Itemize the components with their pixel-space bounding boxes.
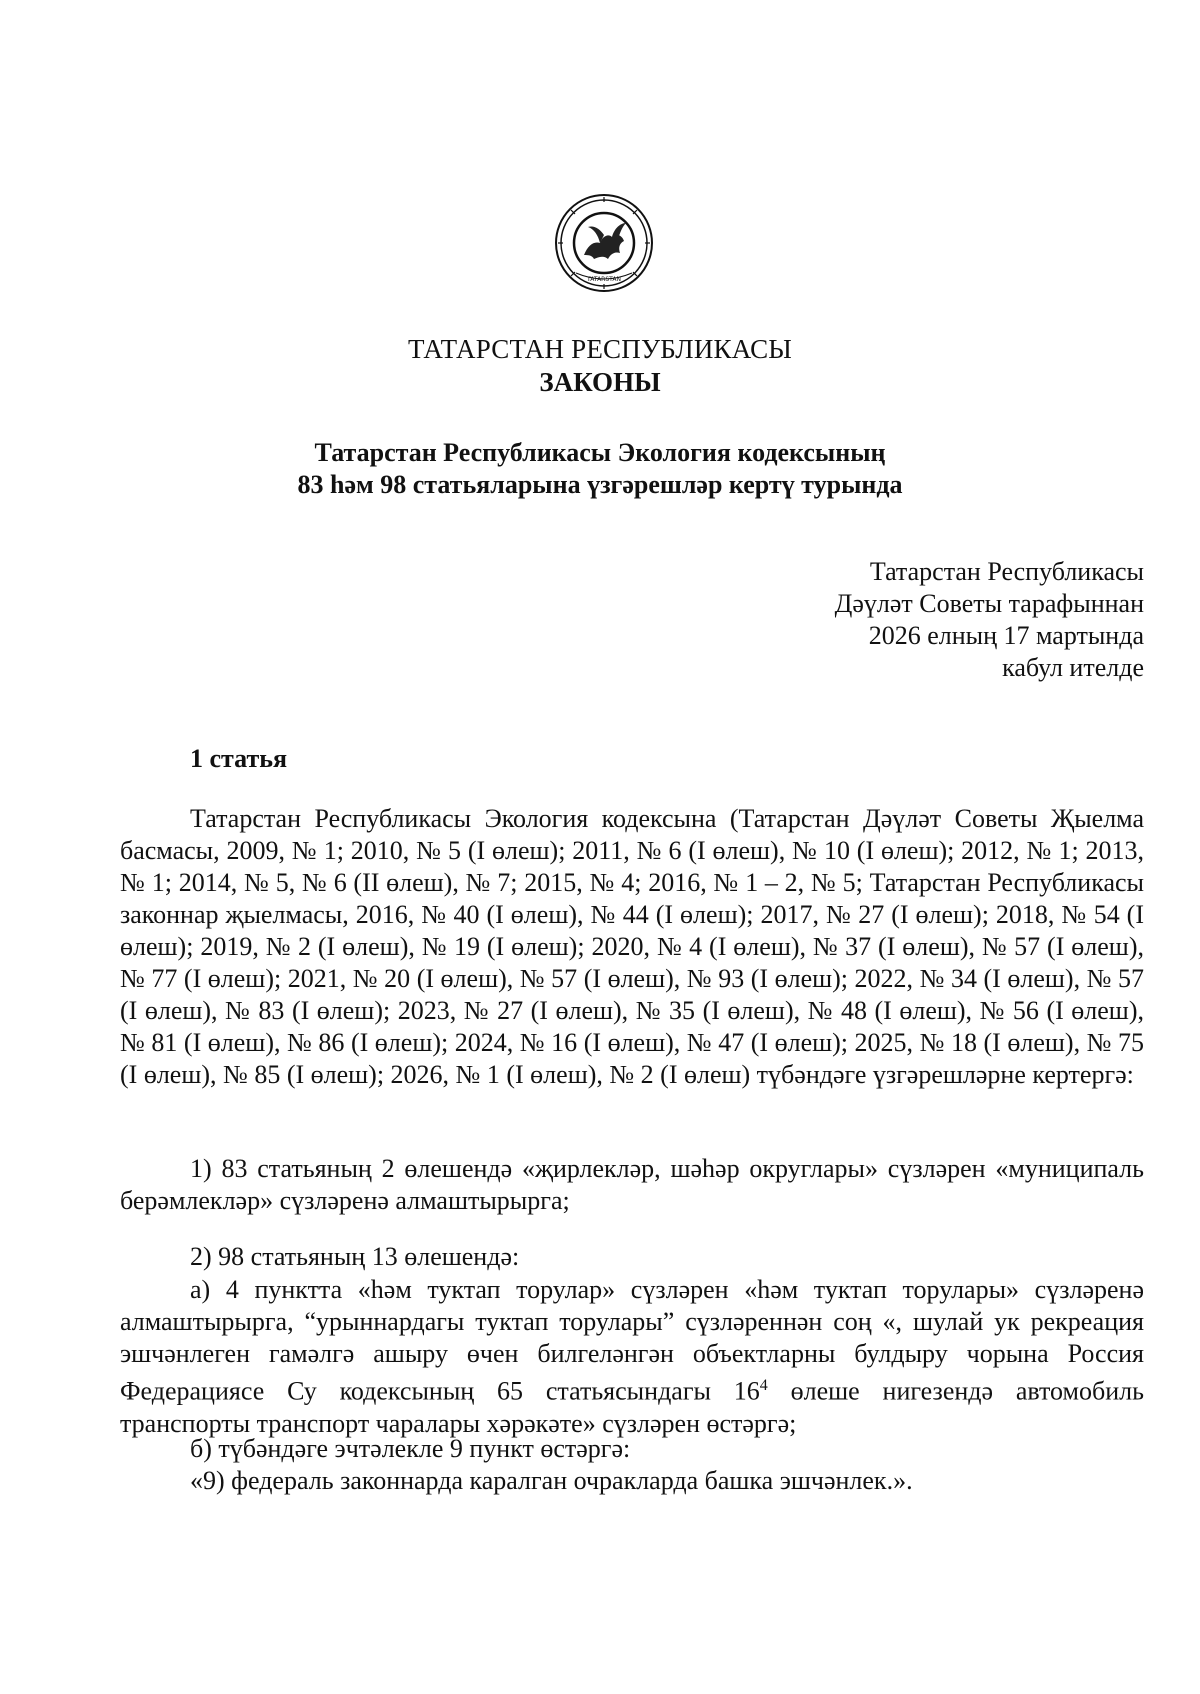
law-heading: ЗАКОНЫ: [539, 367, 661, 397]
republic-heading: ТАТАРСТАН РЕСПУБЛИКАСЫ: [407, 334, 793, 364]
adoption-block: [724, 556, 1144, 684]
subitem-a-text-before: а) 4 пунктта «һәм туктап торулар» сүзләрен «һәм туктап торулары» сүзләренә алмаштырырга, “урыннардагы туктап торулары” сүзләреннән соң «, шулай ук рекреация эшчәнлеген гамәлгә ашыру өчен билгеләнгән объектларны булдыру чорына Россия Федерациясе Су кодексының 65 статьясындагы 16: [120, 1275, 1144, 1406]
adoption-line-1: Татарстан Республикасы: [869, 557, 1144, 586]
adoption-line-2: Дәүләт Советы тарафыннан: [834, 589, 1144, 618]
article-heading: 1 статья: [190, 744, 288, 773]
article-intro-paragraph: Татарстан Республикасы Экология кодексына (Татарстан Дәүләт Советы Җыелма басмасы, 2009, № 1; 2010, № 5 (I өлеш); 2011, № 6 (I өлеш), № 10 (I өлеш); 2012, № 1; 2013, № 1; 2014, № 5, № 6 (II өлеш), № 7; 2015, № 4; 2016, № 1 – 2, № 5; Татарстан Республикасы законнар җыелмасы, 2016, № 40 (I өлеш), № 44 (I өлеш); 2017, № 27 (I өлеш); 2018, № 54 (I өлеш); 2019, № 2 (I өлеш), № 19 (I өлеш); 2020, № 4 (I өлеш), № 37 (I өлеш), № 57 (I өлеш), № 77 (I өлеш); 2021, № 20 (I өлеш), № 57 (I өлеш), № 93 (I өлеш); 2022, № 34 (I өлеш), № 57 (I өлеш), № 83 (I өлеш); 2023, № 27 (I өлеш), № 35 (I өлеш), № 48 (I өлеш), № 56 (I өлеш), № 81 (I өлеш), № 86 (I өлеш); 2024, № 16 (I өлеш), № 47 (I өлеш); 2025, № 18 (I өлеш), № 75 (I өлеш), № 85 (I өлеш); 2026, № 1 (I өлеш), № 2 (I өлеш) түбәндәге үзгәрешләрне кертергә:: [120, 804, 1144, 1089]
article-quote: «9) федераль законнарда каралган очракларда башка эшчәнлек.».: [190, 1466, 913, 1495]
law-title-line-2: 83 һәм 98 статьяларына үзгәрешләр кертү турында: [297, 470, 903, 499]
article-item-2: 2) 98 статьяның 13 өлешендә:: [190, 1242, 520, 1271]
law-title-line-1: Татарстан Республикасы Экология кодексының: [314, 438, 886, 467]
subitem-a-text-after: өлеше нигезендә автомобиль транспорты транспорт чаралары хәрәкәте» сүзләрен өстәргә;: [120, 1376, 1144, 1438]
adoption-line-4: кабул ителде: [1002, 653, 1144, 682]
article-subitem-b: б) түбәндәге эчтәлекле 9 пункт өстәргә:: [190, 1434, 631, 1463]
tatarstan-coat-of-arms-icon: [554, 193, 654, 293]
article-item-1: 1) 83 статьяның 2 өлешендә «җирлекләр, шәһәр округлары» сүзләрен «муниципаль берәмлекләр» сүзләренә алмаштырырга;: [120, 1154, 1144, 1215]
adoption-line-3: 2026 елның 17 мартында: [868, 621, 1144, 650]
superscript: 4: [759, 1377, 768, 1394]
article-subitem-a: [120, 1274, 1144, 1440]
emblem-ring-text: TATARSTAN: [587, 276, 621, 283]
